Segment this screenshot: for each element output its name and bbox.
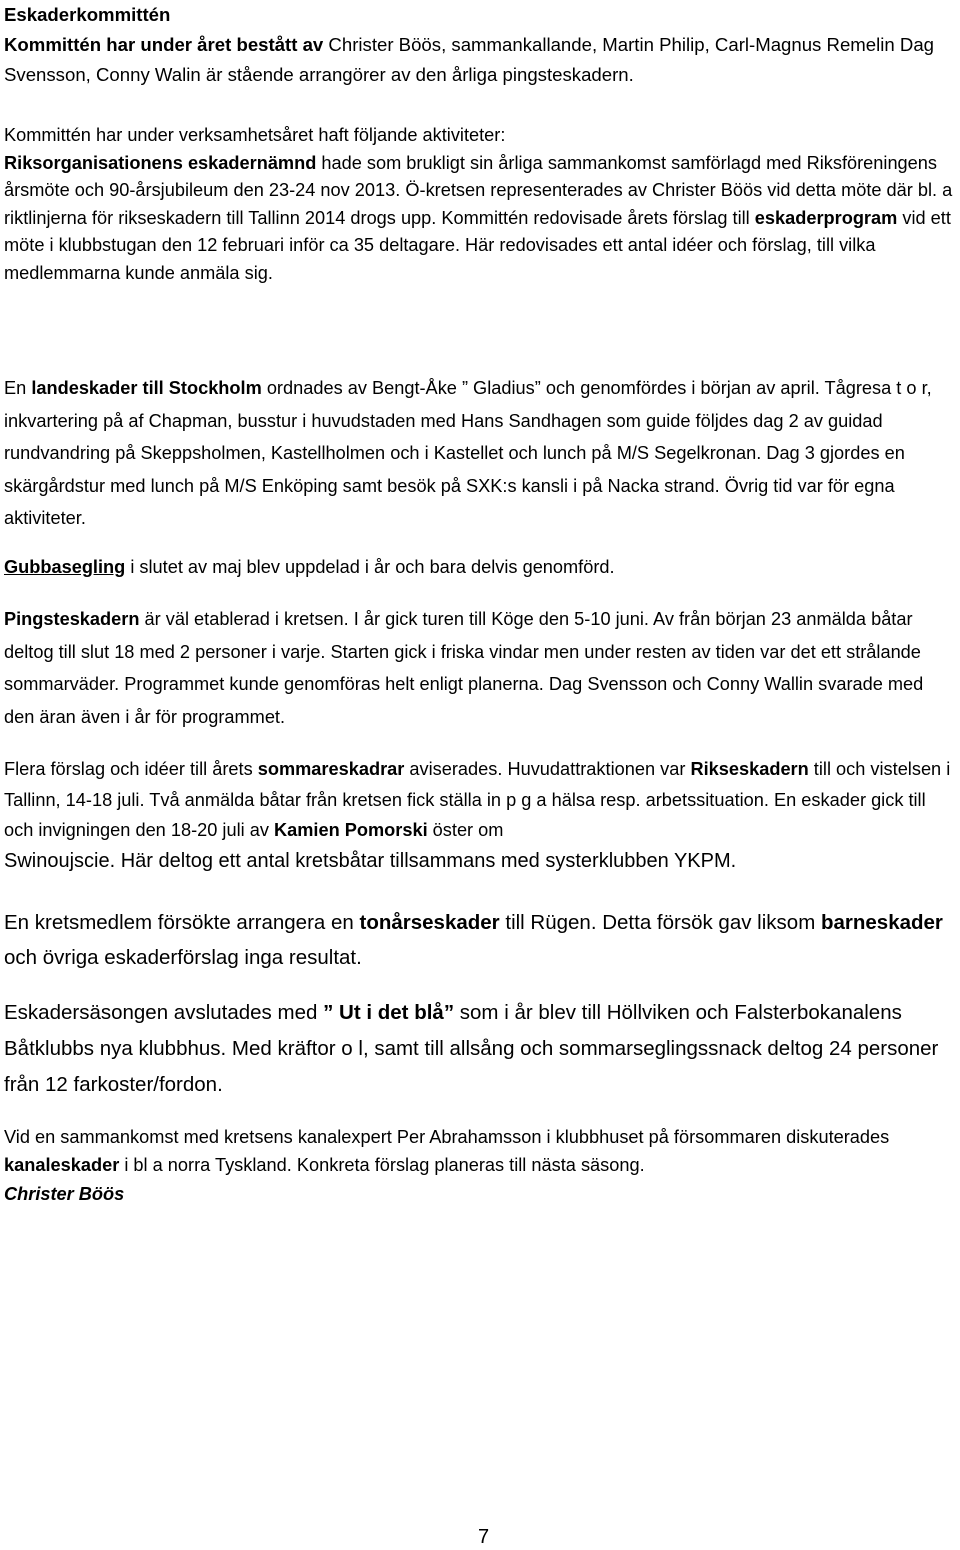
program-post: vid ett möte i klubbstugan den 12 februari inför ca 35 deltagare. Här redovisades ett antal idéer och förslag, till vilka medlemmarna kunde anmäla sig. xyxy=(4,207,951,283)
eskaderprogram-term: eskaderprogram xyxy=(754,207,898,228)
landeskader-pre: En xyxy=(4,378,32,398)
author-signature: Christer Böös xyxy=(4,1184,125,1204)
sommar-pre: Flera förslag och idéer till årets xyxy=(4,759,258,779)
landeskader-text: ordnades av Bengt-Åke ” Gladius” och genomfördes i början av april. Tågresa t o r, inkvartering på af Chapman, busstur i huvudstaden med Hans Sandhagen som guide följdes dag 2 av guidad rundvandring på Skeppsholmen, Kastellholmen och i Kastellet och lunch på M/S Segelkronan. Dag 3 gjordes en skärgårdstur med lunch på M/S Enköping samt besök på SXK:s kansli i på Nacka strand. Övrig tid var för egna aktiviteter. xyxy=(4,378,932,528)
members-text: Christer Böös, sammankallande, Martin Philip, Carl-Magnus Remelin Dag Svensson, Conny Walin är stående arrangörer av den årliga pingsteskadern. xyxy=(4,34,934,85)
avslut-post: som i år blev till Höllviken och Falsterbokanalens Båtklubbs nya klubbhus. Med kräftor o l, samt till allsång och sommarseglingssnack deltog 24 personer från 12 farkoster/fordon. xyxy=(4,1001,939,1096)
page-number: 7 xyxy=(478,1526,490,1548)
committee-members-paragraph xyxy=(4,30,956,90)
pingsteskadern-paragraph xyxy=(4,603,956,733)
sommar-mid2: till och vistelsen i Tallinn, 14-18 juli. Två anmälda båtar från kretsen fick ställa in p g a hälsa resp. arbetssituation. En eskader gick till och invigningen den 18-20 juli av xyxy=(4,759,951,840)
activities-body xyxy=(4,150,956,288)
sommareskadrar-paragraph xyxy=(4,754,956,876)
activities-intro: Kommittén har under verksamhetsåret haft följande aktiviteter: xyxy=(4,125,506,145)
tonar-post: och övriga eskaderförslag inga resultat. xyxy=(4,946,362,969)
kanaleskader-paragraph xyxy=(4,1123,956,1179)
ut-i-det-bla-term: ” Ut i det blå” xyxy=(323,1001,455,1024)
tonar-mid: till Rügen. Detta försök gav liksom xyxy=(499,911,821,934)
gubbasegling-paragraph xyxy=(4,553,956,581)
tonarseskader-term: tonårseskader xyxy=(359,911,500,934)
landeskader-paragraph xyxy=(4,372,956,535)
sommar-mid3: öster om xyxy=(427,820,504,840)
gubbasegling-term: Gubbasegling xyxy=(4,557,126,577)
barneskader-term: barneskader xyxy=(820,911,943,934)
tonarseskader-paragraph xyxy=(4,905,956,975)
pingsteskadern-term: Pingsteskadern xyxy=(4,609,140,629)
season-end-paragraph xyxy=(4,995,956,1103)
avslut-pre: Eskadersäsongen avslutades med xyxy=(4,1001,324,1024)
activities-paragraph xyxy=(4,122,956,287)
tonar-pre: En kretsmedlem försökte arrangera en xyxy=(4,911,360,934)
committee-heading-block xyxy=(4,0,956,90)
sommar-swinoujscie-text: Swinoujscie. Här deltog ett antal kretsbåtar tillsammans med systerklubben YKPM. xyxy=(4,849,737,872)
kamien-pomorski-term: Kamien Pomorski xyxy=(273,820,428,840)
kanaleskader-term: kanaleskader xyxy=(4,1155,120,1175)
gubbasegling-text: i slutet av maj blev uppdelad i år och bara delvis genomförd. xyxy=(125,557,615,577)
org-text: hade som brukligt sin årliga sammankomst samförlagd med Riksföreningens årsmöte och 90-årsjubileum den 23-24 nov 2013. Ö-kretsen representerades av Christer Böös vid detta möte där bl. a riktlinjerna för rikseskadern till Tallinn 2014 drogs upp. xyxy=(4,152,953,228)
section-title: Eskaderkommittén xyxy=(4,4,171,25)
rikseskadern-term: Rikseskadern xyxy=(690,759,809,779)
pingsteskadern-text: är väl etablerad i kretsen. I år gick turen till Köge den 5-10 juni. Av från början 23 anmälda båtar deltog till slut 18 med 2 personer i varje. Starten gick i friska vindar men under resten av tiden var det ett strålande sommarväder. Programmet kunde genomföras helt enligt planerna. Dag Svensson och Conny Wallin svarade med den äran även i år för programmet. xyxy=(4,609,924,727)
org-name: Riksorganisationens eskadernämnd xyxy=(4,152,317,173)
sommar-mid1: aviserades. Huvudattraktionen var xyxy=(404,759,691,779)
members-label: Kommittén har under året bestått av xyxy=(4,34,324,55)
kanal-pre: Vid en sammankomst med kretsens kanalexpert Per Abrahamsson i klubbhuset på försommaren diskuterades xyxy=(4,1127,890,1147)
kanal-post: i bl a norra Tyskland. Konkreta förslag planeras till nästa säsong. xyxy=(119,1155,645,1175)
landeskader-term: landeskader till Stockholm xyxy=(31,378,262,398)
sommareskadrar-term: sommareskadrar xyxy=(257,759,405,779)
program-pre: Kommittén redovisade årets förslag till xyxy=(436,207,755,228)
